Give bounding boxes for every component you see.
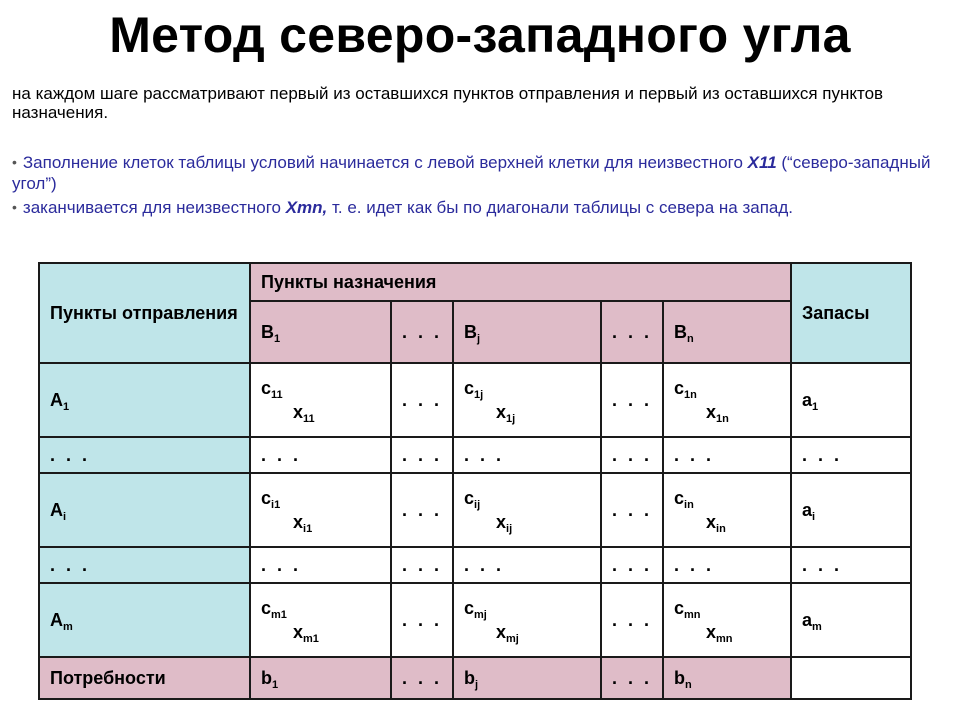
cell-dots: . . .: [601, 473, 663, 547]
cell-cin: $c_{in}$ $x_{in}$: [663, 473, 791, 547]
transport-table: [38, 262, 912, 700]
demand-dots: . . .: [601, 657, 663, 699]
demand-bj: $b_j$: [453, 657, 601, 699]
dest-dots: . . .: [601, 301, 663, 363]
origin-dots: . . .: [39, 437, 250, 473]
cell-dots: . . .: [391, 547, 453, 583]
cell-dots: . . .: [601, 583, 663, 657]
cell-dots: . . .: [663, 547, 791, 583]
origin-am: $A_m$: [39, 583, 250, 657]
origin-ai: $A_i$: [39, 473, 250, 547]
cell-c1n: $c_{1n}$ $x_{1n}$: [663, 363, 791, 437]
bullet-text: Заполнение клеток таблицы условий начинается с левой верхней клетки для неизвестного: [22, 153, 748, 172]
dest-bj: $B_j$: [453, 301, 601, 363]
cell-dots: . . .: [391, 437, 453, 473]
cell-dots: . . .: [791, 437, 911, 473]
page-title: Метод северо-западного угла: [109, 7, 851, 63]
bullet-item: [12, 152, 952, 194]
cell-c1j: $c_{1j}$ $x_{1j}$: [453, 363, 601, 437]
cell-dots: . . .: [391, 583, 453, 657]
cell-dots: . . .: [453, 437, 601, 473]
bullet-dot-icon: •: [12, 199, 17, 215]
bullet-text-end: т. е. идет как бы по диагонали таблицы с севера на запад.: [327, 198, 794, 217]
demand-label: Потребности: [39, 657, 250, 699]
dest-dots: . . .: [391, 301, 453, 363]
cell-dots: . . .: [391, 473, 453, 547]
corner-empty-cell: [791, 657, 911, 699]
demand-dots: . . .: [391, 657, 453, 699]
destinations-header: Пункты назначения: [250, 263, 791, 301]
cell-dots: . . .: [791, 547, 911, 583]
dest-bn: $B_n$: [663, 301, 791, 363]
cell-cm1: $c_{m1}$ $x_{m1}$: [250, 583, 391, 657]
origin-dots: . . .: [39, 547, 250, 583]
cell-dots: . . .: [601, 363, 663, 437]
origins-header: Пункты отправления: [39, 263, 250, 363]
demand-bn: $b_n$: [663, 657, 791, 699]
supply-a1: $a_1$: [791, 363, 911, 437]
bullet-text: заканчивается для неизвестного: [22, 198, 286, 217]
supply-header: Запасы: [791, 263, 911, 363]
cell-dots: . . .: [601, 547, 663, 583]
cell-dots: . . .: [663, 437, 791, 473]
cell-c11: $c_{11}$ $x_{11}$: [250, 363, 391, 437]
bullet-emphasis: X11: [747, 153, 777, 172]
origin-a1: $A_1$: [39, 363, 250, 437]
cell-dots: . . .: [601, 437, 663, 473]
cell-cmj: $c_{mj}$ $x_{mj}$: [453, 583, 601, 657]
cell-dots: . . .: [391, 363, 453, 437]
cell-dots: . . .: [250, 547, 391, 583]
demand-b1: $b_1$: [250, 657, 391, 699]
dest-b1: $B_1$: [250, 301, 391, 363]
bullet-dot-icon: •: [12, 154, 17, 170]
supply-am: $a_m$: [791, 583, 911, 657]
bullet-text-end: (“северо-западный угол”): [12, 153, 931, 193]
supply-ai: $a_i$: [791, 473, 911, 547]
cell-dots: . . .: [453, 547, 601, 583]
bullet-item: [12, 197, 952, 218]
intro-text: на каждом шаге рассматривают первый из оставшихся пунктов отправления и первый из оставшихся пунктов назначения.: [12, 84, 884, 122]
cell-dots: . . .: [250, 437, 391, 473]
cell-cij: $c_{ij}$ $x_{ij}$: [453, 473, 601, 547]
cell-ci1: $c_{i1}$ $x_{i1}$: [250, 473, 391, 547]
cell-cmn: $c_{mn}$ $x_{mn}$: [663, 583, 791, 657]
bullet-emphasis: Xmn,: [285, 198, 328, 217]
